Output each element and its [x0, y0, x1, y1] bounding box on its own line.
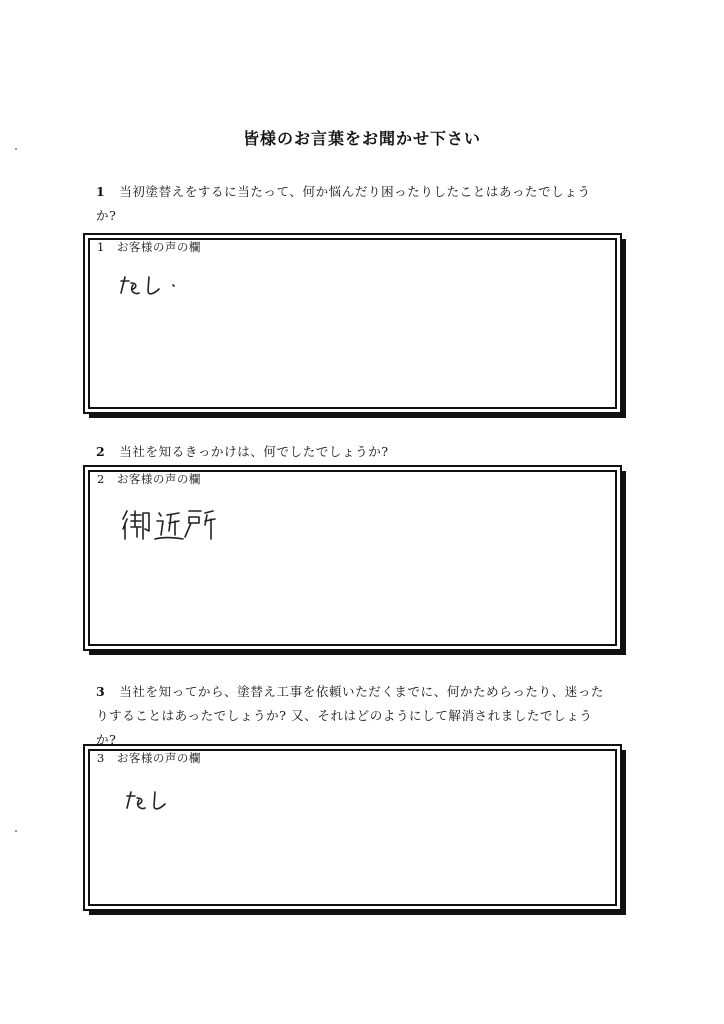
question-text-line2: りすることはあったでしょうか? 又、それはどのようにして解消されましたでしょう: [96, 708, 593, 723]
box-shadow-bottom: [89, 414, 626, 418]
answer-box-inner-border: [88, 749, 617, 906]
box-shadow-right: [622, 750, 626, 915]
question-number: 2: [96, 444, 106, 459]
box-label-text: お客様の声の欄: [116, 240, 201, 254]
box-label-text: お客様の声の欄: [116, 472, 201, 486]
box-label: [97, 471, 201, 487]
handwriting-nashi: [115, 273, 185, 303]
box-shadow-bottom: [89, 651, 626, 655]
box-shadow-right: [622, 471, 626, 655]
question-text-line1: 当社を知ってから、塗替え工事を依頼いただくまでに、何かためらったり、迷った: [119, 684, 605, 699]
answer-box-1: [83, 233, 622, 414]
box-number: 3: [97, 751, 105, 765]
box-number: 2: [97, 472, 105, 486]
question-text-line2: か?: [96, 208, 117, 223]
handwriting-nashi: [121, 788, 181, 818]
question-2: [96, 440, 636, 464]
box-shadow-bottom: [89, 911, 626, 915]
box-label: [97, 750, 201, 766]
question-number: 1: [96, 184, 106, 199]
question-text-line1: 当社を知るきっかけは、何でしたでしょうか?: [119, 444, 389, 459]
question-1: [96, 180, 636, 228]
handwriting-gokinjo: [119, 507, 219, 547]
answer-box-3: [83, 744, 622, 911]
page-title: 皆様のお言葉をお聞かせ下さい: [242, 129, 481, 148]
answer-box-inner-border: [88, 238, 617, 409]
scan-speck: [15, 830, 17, 832]
question-text-line1: 当初塗替えをするに当たって、何か悩んだり困ったりしたことはあったでしょう: [119, 184, 591, 199]
question-number: 3: [96, 684, 106, 699]
box-label: [97, 239, 201, 255]
answer-box-inner-border: [88, 470, 617, 646]
box-label-text: お客様の声の欄: [116, 751, 201, 765]
box-shadow-right: [622, 239, 626, 418]
box-number: 1: [97, 240, 105, 254]
question-text-line3: か?: [96, 732, 117, 747]
answer-box-2: [83, 465, 622, 651]
question-3: [96, 680, 636, 752]
